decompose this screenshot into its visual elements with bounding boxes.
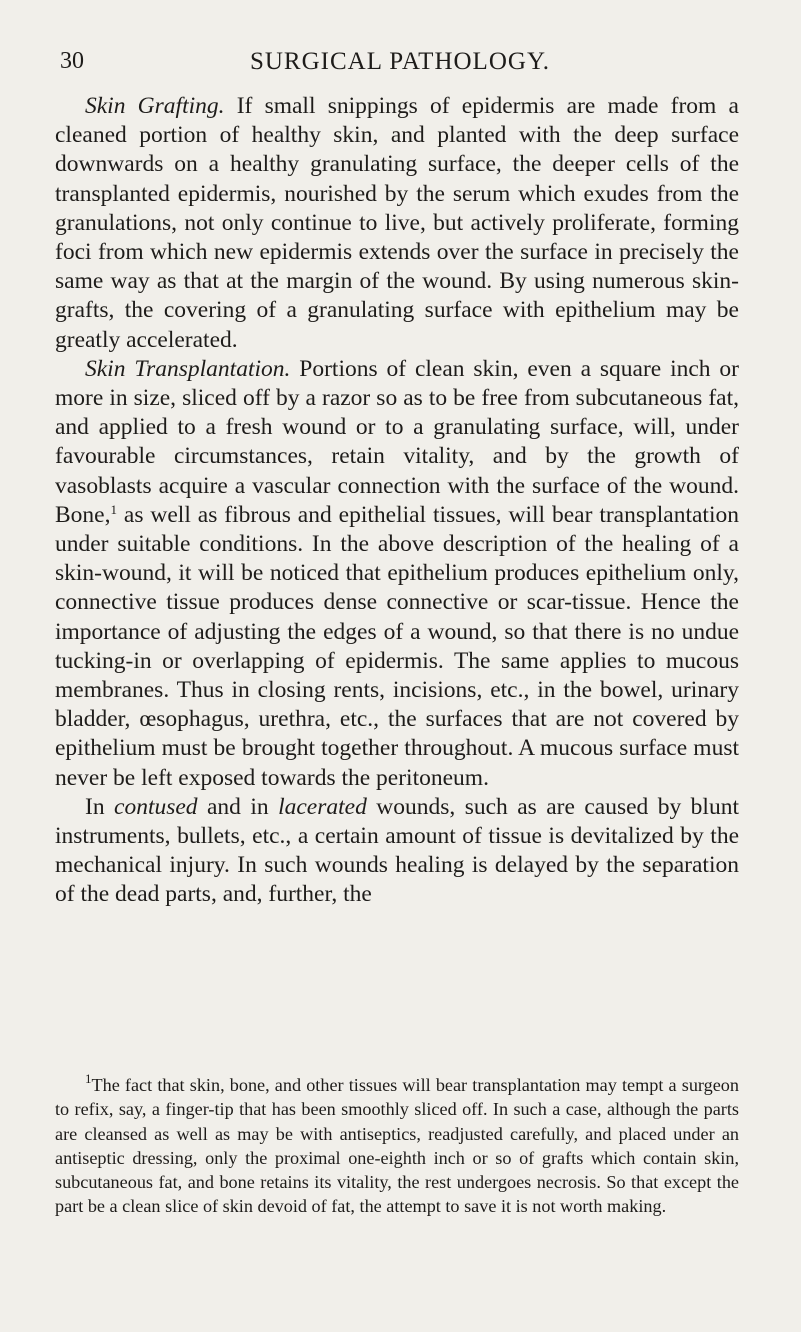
paragraph-text: If small snippings of epidermis are made from a cleaned portion of healthy skin, and planted with the deep surface downwards on a healthy granulating surface, the deeper cells of the transplanted epidermis, nourished by the serum which exudes from the granulations, not only continue to live, but actively proliferate, forming foci from which new epidermis extends over the surface in precisely the same way as that at the margin of the wound. By using numerous skin-grafts, the covering of a granulating surface with epithelium may be greatly accelerated. bbox=[55, 93, 739, 353]
page-header bbox=[60, 44, 740, 80]
emphasis-lacerated: lacerated bbox=[278, 793, 367, 820]
paragraph-text: In bbox=[85, 793, 115, 820]
paragraph-lead: Skin Grafting. bbox=[85, 93, 225, 119]
paragraph-text: and in bbox=[197, 793, 279, 820]
footnote-block bbox=[55, 1073, 739, 1219]
paragraph-text: wounds, such as are caused by blunt instruments, bullets, etc., a certain amount of tissue is devitalized by the mechanical injury. In such wounds healing is delayed by the separation of the dead parts, and, further, the bbox=[55, 793, 739, 908]
footnote bbox=[55, 1073, 739, 1219]
footnote-reference: 1 bbox=[110, 501, 117, 517]
footnote-text: The fact that skin, bone, and other tissues will bear transplantation may tempt a surgeon to refix, say, a finger-tip that has been smoothly sliced off. In such a case, although the parts are cleansed as well as may be with antiseptics, readjusted carefully, and placed under an antiseptic dressing, only the proximal one-eighth inch or so of grafts which contain skin, subcutaneous fat, and bone retains its vitality, the rest undergoes necrosis. So that except the part be a clean slice of skin devoid of fat, the attempt to save it is not worth making. bbox=[55, 1075, 739, 1217]
page-number: 30 bbox=[60, 48, 84, 74]
paragraph-lead: Skin Transplantation. bbox=[85, 355, 291, 382]
paragraph-skin-grafting bbox=[55, 92, 739, 355]
paragraph-skin-transplantation bbox=[55, 355, 739, 793]
footnote-mark: 1 bbox=[85, 1071, 92, 1086]
paragraph-text: Portions of clean skin, even a square inch or more in size, sliced off by a razor so as to be free from subcutaneous fat, and applied to a fresh wound or to a granulating surface, will, under favourable circumstances, retain vitality, and by the growth of vasoblasts acquire a vascular connection with the surface of the wound. Bone, bbox=[55, 355, 740, 528]
body-text bbox=[55, 92, 739, 910]
paragraph-contused-wounds bbox=[55, 793, 739, 910]
emphasis-contused: contused bbox=[114, 793, 198, 820]
running-title: SURGICAL PATHOLOGY. bbox=[249, 48, 551, 75]
paragraph-text: as well as fibrous and epithelial tissues, will bear transplantation under suitable conditions. In the above description of the healing of a skin-wound, it will be noticed that epithelium produces epithelium only, connective tissue produces dense connective or scar-tissue. Hence the importance of adjusting the edges of a wound, so that there is no undue tucking-in or overlapping of epidermis. The same applies to mucous membranes. Thus in closing rents, incisions, etc., in the bowel, urinary bladder, œsophagus, urethra, etc., the surfaces that are not covered by epithelium must be brought together throughout. A mucous surface must never be left exposed towards the peritoneum. bbox=[55, 501, 739, 791]
